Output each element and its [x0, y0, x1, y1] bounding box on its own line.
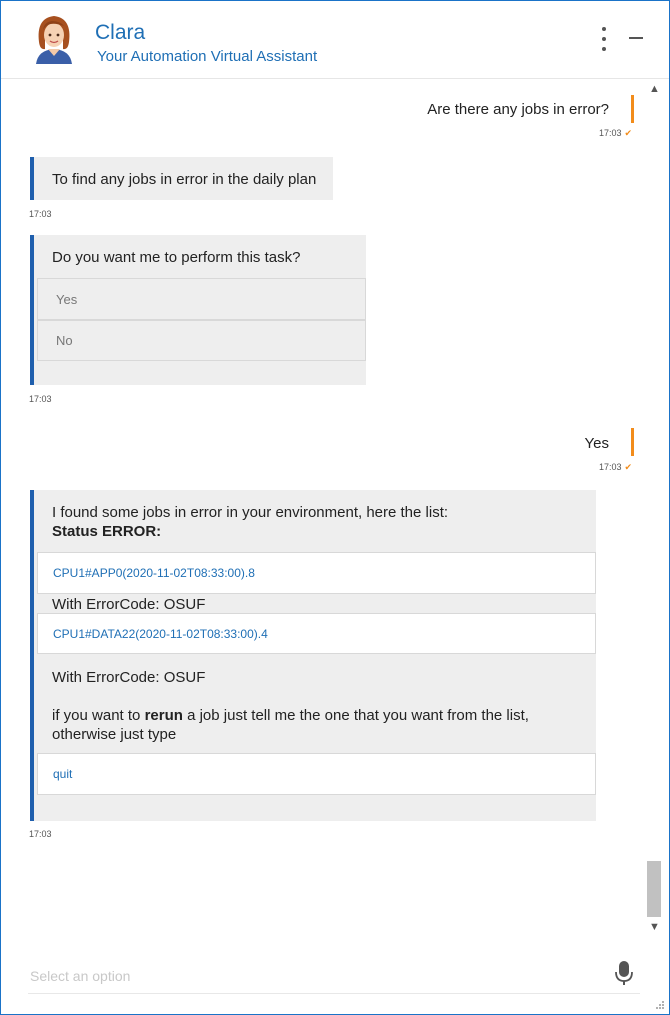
message-time: 17:03: [29, 209, 52, 219]
user-message-marker: [631, 95, 634, 123]
bot-message: [30, 157, 333, 200]
message-time: 17:03 ✔: [599, 128, 633, 138]
scrollbar-thumb[interactable]: [647, 861, 661, 917]
scroll-up-icon[interactable]: ▲: [649, 83, 660, 95]
assistant-avatar: [30, 12, 78, 64]
composer-divider: [28, 993, 640, 994]
scroll-down-icon[interactable]: ▼: [649, 921, 660, 933]
minimize-icon[interactable]: [629, 37, 643, 39]
rerun-instructions: if you want to rerun a job just tell me the one that you want from the list, otherwise just type: [52, 707, 529, 743]
bot-question-text: Do you want me to perform this task?: [52, 249, 301, 266]
check-icon: ✔: [624, 128, 633, 138]
user-message: Are there any jobs in error?: [427, 101, 609, 118]
message-time: 17:03: [29, 829, 52, 839]
chat-scrollbar[interactable]: [646, 79, 663, 937]
job-link[interactable]: CPU1#DATA22(2020-11-02T08:33:00).4: [37, 613, 596, 654]
chat-transcript[interactable]: [1, 79, 645, 937]
bot-results-card: [30, 490, 596, 821]
message-time: 17:03 ✔: [599, 462, 633, 472]
bot-question-card: [30, 235, 366, 385]
status-heading: Status ERROR:: [52, 523, 162, 540]
message-composer: [1, 956, 669, 996]
microphone-icon[interactable]: [614, 960, 634, 986]
results-intro-text: I found some jobs in error in your environment, here the list:: [52, 504, 449, 521]
message-input[interactable]: [28, 960, 592, 992]
message-time: 17:03: [29, 394, 52, 404]
resize-grip-icon[interactable]: [655, 1000, 665, 1010]
option-yes-button[interactable]: Yes: [37, 278, 366, 320]
assistant-subtitle: Your Automation Virtual Assistant: [97, 48, 318, 65]
bot-message-text: To find any jobs in error in the daily plan: [52, 171, 317, 188]
assistant-name: Clara: [95, 21, 146, 44]
chat-header: [1, 1, 669, 79]
kebab-menu-icon[interactable]: [595, 27, 613, 51]
job-error-code: With ErrorCode: OSUF: [52, 596, 206, 613]
job-link[interactable]: CPU1#APP0(2020-11-02T08:33:00).8: [37, 552, 596, 594]
job-error-code: With ErrorCode: OSUF: [52, 669, 206, 686]
user-message-marker: [631, 428, 634, 456]
quit-link[interactable]: quit: [37, 753, 596, 795]
check-icon: ✔: [624, 462, 633, 472]
option-no-button[interactable]: No: [37, 320, 366, 361]
user-message: Yes: [584, 435, 609, 452]
